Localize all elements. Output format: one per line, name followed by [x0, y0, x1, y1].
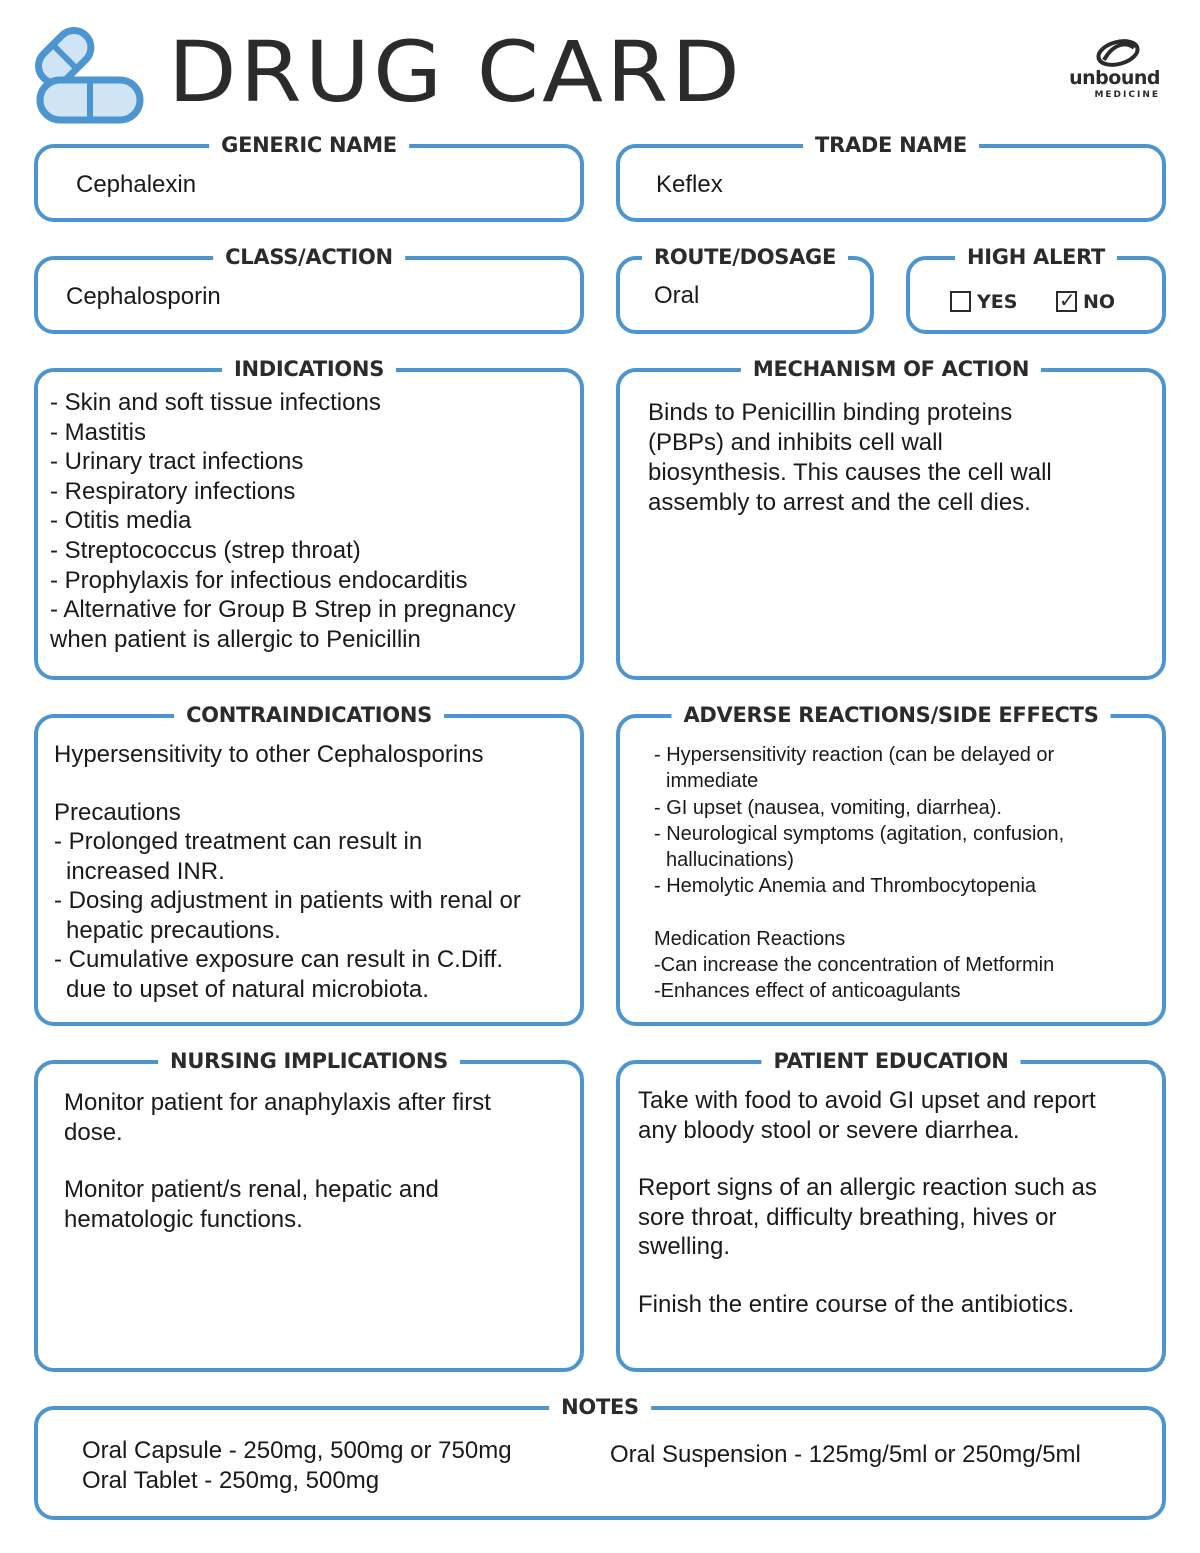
text-line: swelling. [638, 1233, 731, 1260]
list-item: - Urinary tract infections [50, 448, 304, 476]
unbound-swirl-icon [1094, 38, 1142, 68]
generic-name-label: GENERIC NAME [209, 131, 409, 159]
list-item: due to upset of natural microbiota. [66, 975, 429, 1003]
list-item: hallucinations) [666, 849, 794, 872]
class-action-label: CLASS/ACTION [213, 243, 405, 271]
list-item: - Neurological symptoms (agitation, confusion, [654, 822, 1065, 845]
mechanism-box [616, 357, 1166, 680]
text-line: Report signs of an allergic reaction such as [638, 1174, 1097, 1201]
trade-name-box [616, 133, 1166, 222]
yes-checkbox[interactable] [950, 291, 971, 312]
class-action-value: Cephalosporin [66, 283, 221, 310]
text-line: biosynthesis. This causes the cell wall [648, 459, 1052, 486]
nursing-implications-text [64, 1088, 491, 1234]
list-item: - Mastitis [50, 418, 146, 446]
route-dosage-label: ROUTE/DOSAGE [642, 243, 848, 271]
yes-label: YES [977, 291, 1018, 313]
contraindications-label: CONTRAINDICATIONS [174, 701, 444, 729]
list-item: - Skin and soft tissue infections [50, 389, 381, 416]
list-item: - Respiratory infections [50, 477, 296, 505]
high-alert-yes[interactable] [950, 290, 1017, 314]
page-title: DRUG CARD [168, 23, 744, 121]
text-line: hematologic functions. [64, 1205, 303, 1233]
no-label: NO [1083, 291, 1116, 313]
list-item: - Hemolytic Anemia and Thrombocytopenia [654, 875, 1037, 898]
list-item: - Streptococcus (strep throat) [50, 536, 361, 564]
route-dosage-value: Oral [654, 282, 700, 309]
text-line: Monitor patient for anaphylaxis after first [64, 1089, 491, 1116]
no-checkbox[interactable] [1056, 288, 1077, 312]
text-line: sore throat, difficulty breathing, hives or [638, 1203, 1057, 1231]
list-item: - Hypersensitivity reaction (can be delayed or [654, 744, 1055, 766]
contraindications-text [54, 740, 521, 1004]
text-line: Binds to Penicillin binding proteins [648, 399, 1013, 426]
text-line: any bloody stool or severe diarrhea. [638, 1116, 1020, 1144]
list-item: - GI upset (nausea, vomiting, diarrhea). [654, 796, 1002, 819]
trade-name-value: Keflex [656, 171, 723, 198]
notes-left [82, 1436, 512, 1495]
list-item: -Can increase the concentration of Metformin [654, 954, 1055, 977]
list-item: when patient is allergic to Penicillin [50, 625, 421, 653]
list-item: - Dosing adjustment in patients with renal or [54, 887, 521, 914]
list-item: -Enhances effect of anticoagulants [654, 980, 961, 1003]
text-line: Take with food to avoid GI upset and report [638, 1087, 1096, 1114]
indications-label: INDICATIONS [222, 355, 396, 383]
list-item: - Alternative for Group B Strep in pregnancy [50, 596, 516, 624]
indications-box [34, 357, 584, 680]
medication-reactions-heading: Medication Reactions [654, 927, 846, 950]
nursing-implications-label: NURSING IMPLICATIONS [158, 1047, 460, 1075]
class-action-box [34, 245, 584, 334]
contraindications-box [34, 703, 584, 1026]
nursing-implications-box [34, 1049, 584, 1372]
text-line: dose. [64, 1118, 123, 1146]
adverse-reactions-label: ADVERSE REACTIONS/SIDE EFFECTS [671, 701, 1110, 729]
text-line: Hypersensitivity to other Cephalosporins [54, 741, 484, 768]
notes-label: NOTES [549, 1393, 651, 1421]
notes-right: Oral Suspension - 125mg/5ml or 250mg/5ml [610, 1441, 1081, 1468]
generic-name-value: Cephalexin [76, 171, 197, 198]
indications-list [50, 388, 516, 654]
patient-education-box [616, 1049, 1166, 1372]
list-item: hepatic precautions. [66, 916, 281, 944]
capsule-pill-icon [30, 22, 148, 130]
adverse-reactions-box [616, 703, 1166, 1026]
generic-name-box [34, 133, 584, 222]
trade-name-label: TRADE NAME [803, 131, 979, 159]
text-line: assembly to arrest and the cell dies. [648, 489, 1031, 516]
brand-logo [1050, 38, 1160, 100]
list-item: immediate [666, 770, 759, 793]
list-item: - Prophylaxis for infectious endocarditis [50, 566, 468, 594]
route-dosage-box [616, 245, 874, 334]
list-item: increased INR. [66, 857, 225, 885]
brand-name: unbound [1069, 67, 1160, 89]
patient-education-label: PATIENT EDUCATION [761, 1047, 1020, 1075]
brand-subtitle: MEDICINE [1094, 90, 1160, 100]
precautions-heading: Precautions [54, 798, 181, 826]
high-alert-no[interactable] [1056, 290, 1115, 314]
checkmark-icon: ✓ [1059, 288, 1076, 312]
mechanism-label: MECHANISM OF ACTION [741, 355, 1041, 383]
patient-education-text [638, 1086, 1097, 1319]
text-line: Oral Capsule - 250mg, 500mg or 750mg [82, 1437, 512, 1464]
high-alert-label: HIGH ALERT [955, 243, 1117, 271]
adverse-reactions-text [654, 742, 1064, 1005]
list-item: - Prolonged treatment can result in [54, 828, 423, 855]
list-item: - Otitis media [50, 507, 192, 535]
text-line: Finish the entire course of the antibiotics. [638, 1290, 1075, 1318]
list-item: - Cumulative exposure can result in C.Diff. [54, 946, 504, 973]
text-line: Oral Tablet - 250mg, 500mg [82, 1466, 380, 1494]
mechanism-text [648, 398, 1052, 518]
notes-box [34, 1395, 1166, 1520]
high-alert-box [906, 245, 1166, 334]
text-line: (PBPs) and inhibits cell wall [648, 429, 943, 456]
text-line: Monitor patient/s renal, hepatic and [64, 1176, 439, 1203]
